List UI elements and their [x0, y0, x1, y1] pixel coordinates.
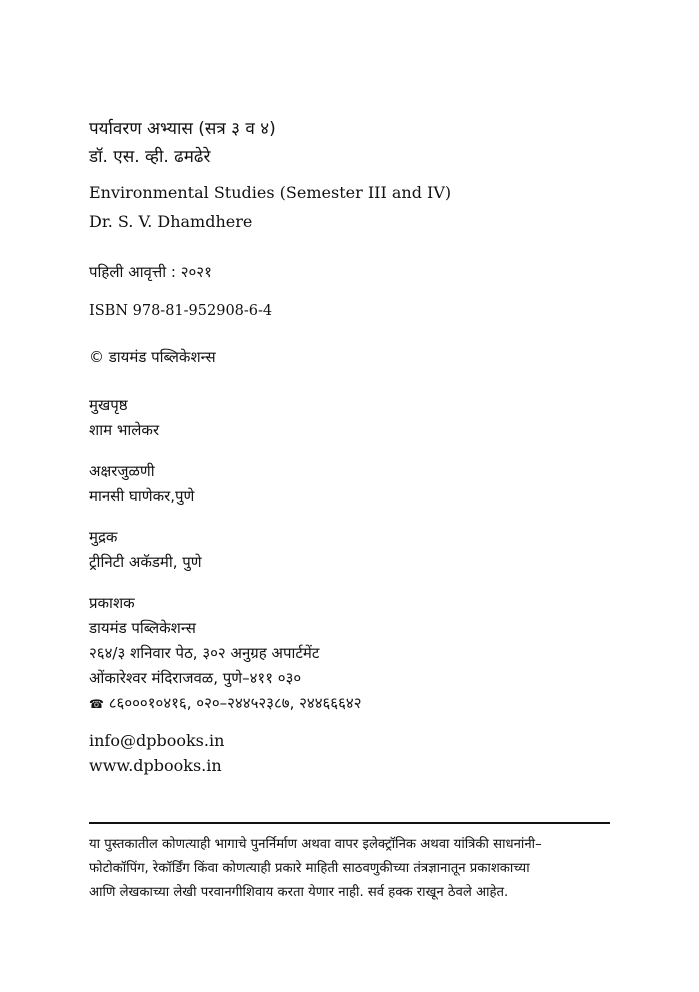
- typesetting-label: अक्षरजुळणी: [89, 462, 155, 480]
- phone-icon: ☎: [89, 697, 104, 711]
- publisher-phones-line: [89, 696, 362, 711]
- email-link[interactable]: info@dpbooks.in: [89, 731, 225, 750]
- author-english: Dr. S. V. Dhamdhere: [89, 212, 253, 231]
- publisher-name: डायमंड पब्लिकेशन्स: [89, 619, 196, 637]
- title-marathi: पर्यावरण अभ्यास (सत्र ३ व ४): [89, 119, 276, 139]
- publisher-address-1: २६४/३ शनिवार पेठ, ३०२ अनुग्रह अपार्टमेंट: [89, 644, 320, 662]
- publisher-address-2: ओंकारेश्वर मंदिराजवळ, पुणे–४११ ०३०: [89, 669, 302, 687]
- isbn: ISBN 978-81-952908-6-4: [89, 303, 273, 319]
- printer: ट्रीनिटी अकॅडमी, पुणे: [89, 553, 202, 571]
- title-english: Environmental Studies (Semester III and IV): [89, 183, 452, 202]
- notice-line: या पुस्तकातील कोणत्याही भागाचे पुनर्निर्माण अथवा वापर इलेक्ट्रॉनिक अथवा यांत्रिकी साधनांनी–: [89, 837, 542, 852]
- publisher-label: प्रकाशक: [89, 594, 135, 612]
- publisher-phones: ८६०००१०४१६, ०२०–२४४५२३८७, २४४६६६४२: [108, 694, 362, 712]
- printer-label: मुद्रक: [89, 528, 118, 546]
- cover-label: मुखपृष्ठ: [89, 396, 128, 414]
- notice-line: आणि लेखकाच्या लेखी परवानगीशिवाय करता येणार नाही. सर्व हक्क राखून ठेवले आहेत.: [89, 885, 509, 900]
- copyright-notice: [89, 833, 610, 905]
- divider: [89, 822, 610, 824]
- cover-designer: शाम भालेकर: [89, 421, 160, 439]
- copyright: © डायमंड पब्लिकेशन्स: [89, 348, 216, 366]
- notice-line: फोटोकॉपिंग, रेकॉर्डिंग किंवा कोणत्याही प्रकारे माहिती साठवणुकीच्या तंत्रज्ञानातून प्रकाशकाच्या: [89, 861, 530, 876]
- typesetter: मानसी घाणेकर,पुणे: [89, 487, 195, 505]
- author-marathi: डॉ. एस. व्ही. ढमढेरे: [89, 147, 211, 167]
- edition: पहिली आवृत्ती : २०२१: [89, 263, 212, 281]
- website-link[interactable]: www.dpbooks.in: [89, 756, 222, 775]
